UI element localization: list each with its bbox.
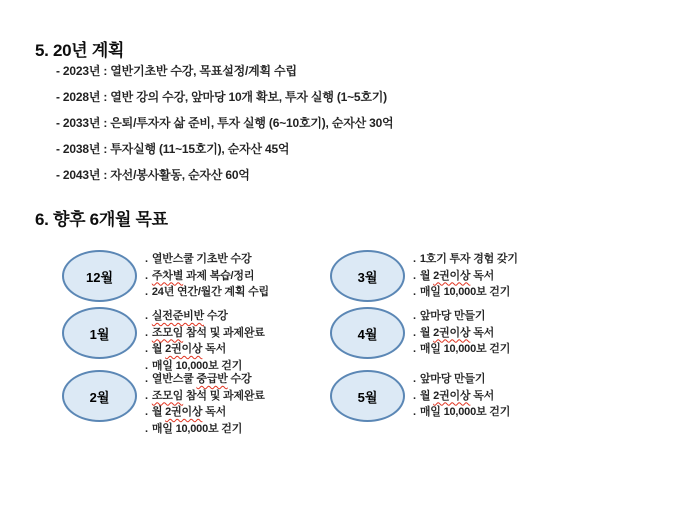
bullet-dot: .	[145, 406, 148, 418]
misspelled-text: 실전준비반	[151, 310, 204, 322]
plan-item: - 2043년 : 자선/봉사활동, 순자산 60억	[56, 168, 250, 182]
misspelled-text: 2권이상	[433, 326, 471, 339]
month-ellipse	[330, 250, 405, 302]
plan-item: - 2033년 : 은퇴/투자자 삶 준비, 투자 실행 (6~10호기), 순자산 30억	[56, 116, 394, 130]
month-ellipse	[330, 307, 405, 359]
goal-text: 독서	[470, 389, 495, 402]
bullet-dot: .	[413, 286, 416, 298]
goal-text: 참석 및 과제완료	[183, 326, 265, 339]
goal-text: 매일 10,000보 걷기	[151, 359, 243, 372]
goal-list	[413, 370, 510, 421]
misspelled-text: 조모임	[151, 389, 184, 402]
goal-list	[413, 307, 510, 358]
bullet-dot: .	[413, 343, 416, 355]
goal-text: 매일 10,000보 걷기	[419, 406, 511, 418]
goal-list	[145, 370, 265, 437]
goal-list	[145, 307, 265, 374]
goal-text: 24년 연간/월간 계획 수립	[151, 286, 269, 298]
goal-text: 독서	[202, 406, 227, 418]
goal-item	[413, 268, 518, 285]
goal-item	[413, 308, 510, 325]
goal-text: 1호기 투자 경험 갖기	[419, 253, 518, 265]
month-label: 2월	[89, 389, 110, 405]
bullet-dot: .	[413, 389, 416, 402]
bullet-dot: .	[145, 359, 148, 372]
goal-item	[145, 325, 265, 342]
section5-title: 5. 20년 계획	[35, 41, 125, 60]
misspelled-text: 2권이상	[165, 343, 203, 355]
goal-text: 수강	[227, 373, 252, 385]
bullet-dot: .	[145, 343, 148, 355]
bullet-dot: .	[413, 373, 416, 385]
month-ellipse	[62, 307, 137, 359]
goal-item	[145, 404, 265, 421]
goal-text: 독서	[202, 343, 227, 355]
bullet-dot: .	[145, 373, 148, 385]
bullet-dot: .	[413, 269, 416, 282]
month-ellipse	[62, 370, 137, 422]
goal-item	[145, 284, 269, 301]
goal-text: 독서	[470, 269, 495, 282]
goal-item	[145, 268, 269, 285]
goal-text: 월	[419, 389, 434, 402]
goal-text: 월	[151, 343, 166, 355]
month-label: 1월	[89, 326, 110, 342]
goal-text: 월	[419, 269, 434, 282]
goal-item	[413, 341, 510, 358]
goal-text: 매일 10,000보 걷기	[419, 286, 511, 298]
goal-text: 매일 10,000보 걷기	[151, 422, 243, 435]
plan-item: - 2023년 : 열반기초반 수강, 목표설정/계획 수립	[56, 64, 297, 78]
goal-text: 월	[151, 406, 166, 418]
goal-text: 매일 10,000보 걷기	[419, 343, 511, 355]
goal-text: 열반스쿨	[151, 373, 197, 385]
bullet-dot: .	[145, 422, 148, 435]
misspelled-text: 2권이상	[433, 389, 471, 402]
goal-item	[413, 371, 510, 388]
bullet-dot: .	[413, 406, 416, 418]
misspelled-text: 조모임	[151, 326, 184, 339]
goal-item	[413, 325, 510, 342]
misspelled-text: 2권이상	[433, 269, 471, 282]
goal-list	[413, 250, 518, 301]
month-ellipse	[62, 250, 137, 302]
goal-item	[413, 404, 510, 421]
bullet-dot: .	[413, 310, 416, 322]
section6-title: 6. 향후 6개월 목표	[35, 210, 168, 229]
goal-item	[145, 341, 265, 358]
month-row	[330, 250, 518, 302]
month-row	[62, 370, 265, 437]
month-label: 4월	[357, 326, 378, 342]
goal-item	[413, 251, 518, 268]
goal-text: 과제 복습/정리	[183, 269, 255, 282]
bullet-dot: .	[413, 253, 416, 265]
goal-text: 월	[419, 326, 434, 339]
month-row	[330, 307, 510, 359]
bullet-dot: .	[145, 389, 148, 402]
bullet-dot: .	[145, 310, 148, 322]
goal-text: 앞마당 만들기	[419, 373, 486, 385]
goal-text: 수강	[204, 310, 228, 322]
plan-item: - 2038년 : 투자실행 (11~15호기), 순자산 45억	[56, 142, 290, 156]
plan-list	[56, 58, 393, 188]
goal-list	[145, 250, 269, 301]
misspelled-text: 중급반	[196, 373, 228, 385]
misspelled-text: 2권이상	[165, 406, 203, 418]
month-label: 5월	[357, 389, 378, 405]
goal-text: 독서	[470, 326, 495, 339]
goal-item	[145, 308, 265, 325]
bullet-dot: .	[413, 326, 416, 339]
month-label: 12월	[85, 269, 114, 285]
misspelled-text: 주차별	[151, 269, 184, 282]
bullet-dot: .	[145, 269, 148, 282]
month-row	[62, 250, 269, 302]
goal-item	[145, 388, 265, 405]
goal-text: 열반스쿨 기초반 수강	[151, 253, 252, 265]
goal-item	[145, 371, 265, 388]
goal-item	[413, 388, 510, 405]
plan-item: - 2028년 : 열반 강의 수강, 앞마당 10개 확보, 투자 실행 (1~5호기)	[56, 90, 387, 104]
goal-text: 참석 및 과제완료	[183, 389, 265, 402]
bullet-dot: .	[145, 253, 148, 265]
month-label: 3월	[357, 269, 378, 285]
goal-item	[413, 284, 518, 301]
month-row	[62, 307, 265, 374]
goal-item	[145, 251, 269, 268]
goal-item	[145, 421, 265, 438]
bullet-dot: .	[145, 286, 148, 298]
bullet-dot: .	[145, 326, 148, 339]
goal-text: 앞마당 만들기	[419, 310, 486, 322]
month-ellipse	[330, 370, 405, 422]
month-row	[330, 370, 510, 422]
